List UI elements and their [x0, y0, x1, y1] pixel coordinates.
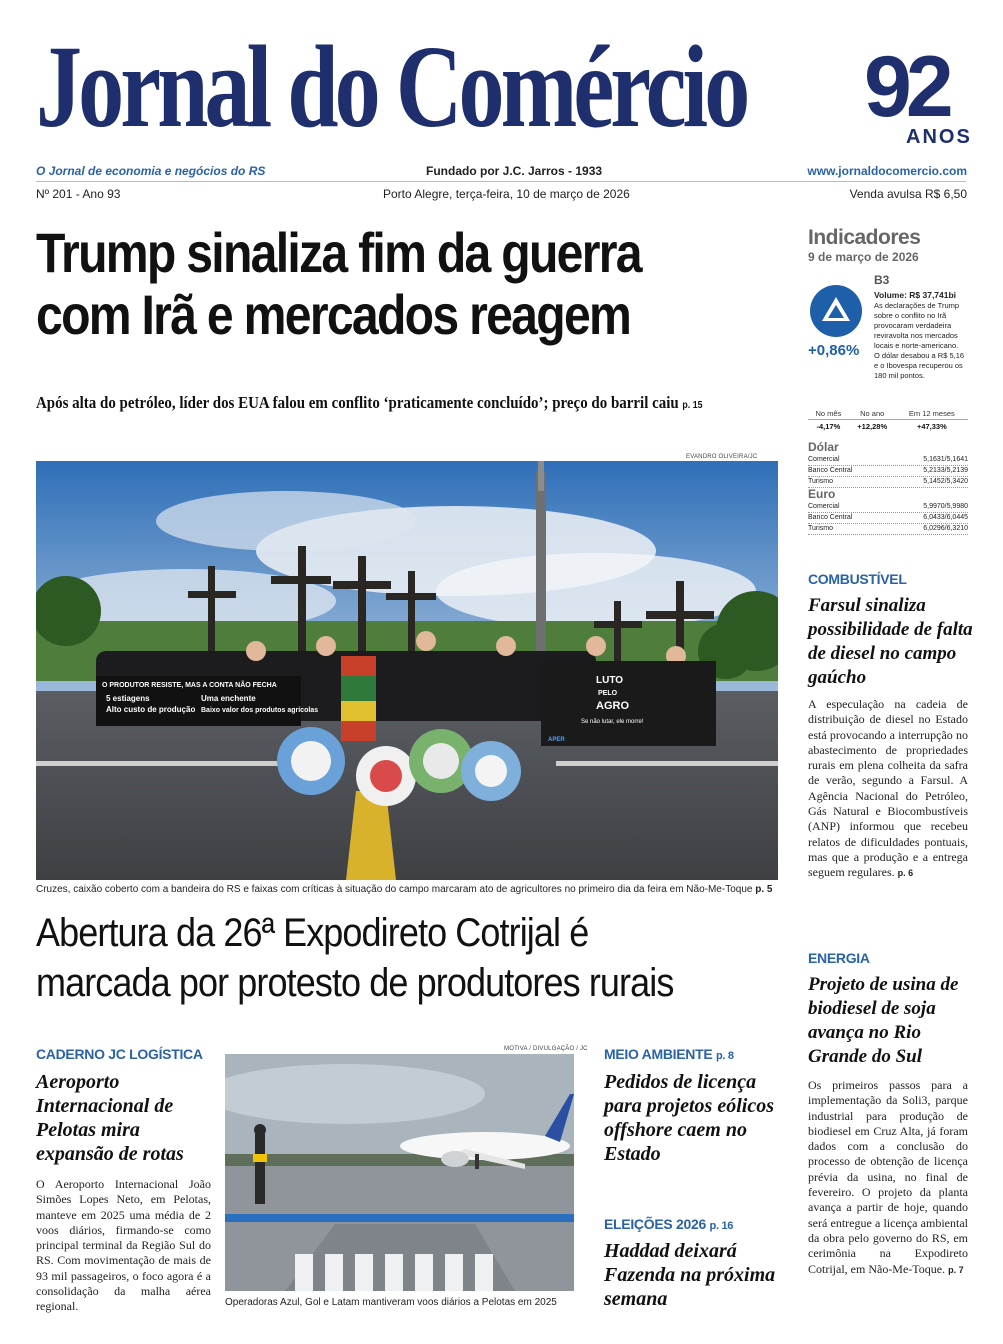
dolar-row-value: 5,2133/5,2139: [923, 467, 968, 474]
dolar-row-label: Banco Central: [808, 467, 853, 474]
banner-right-line2: PELO: [598, 690, 618, 697]
perf-value-year: +12,28%: [857, 422, 888, 431]
sidebar-body2-page: p. 7: [948, 1264, 964, 1275]
column1-body: O Aeroporto Internacional João Simões Lopes Neto, em Pelotas, manteve em 2025 uma média de 2 voos diários, firmando-se como principal terminal da Região Sul do RS. Com movimentação de mais de 93 mil passageiros, o foco agora é a consolidação da malha aérea regional.: [36, 1177, 211, 1314]
sidebar-headline1[interactable]: Farsul sinaliza possibilidade de falta de diesel no campo gaúcho: [808, 595, 973, 688]
column3-kicker1[interactable]: [604, 1046, 734, 1062]
euro-row-turismo: [808, 524, 968, 535]
perf-header-year: No ano: [849, 408, 896, 420]
dolar-rates: [808, 455, 968, 488]
banner-right-line1: LUTO: [596, 675, 624, 686]
euro-title: Euro: [808, 487, 836, 501]
banner-left-item2: Alto custo de produção: [106, 705, 196, 714]
perf-header-month: No mês: [808, 408, 849, 420]
perf-value-month: -4,17%: [816, 422, 841, 431]
perf-header-12m: Em 12 meses: [896, 408, 968, 420]
indicators-title: Indicadores: [808, 226, 921, 249]
column1-headline[interactable]: Aeroporto Internacional de Pelotas mira expansão de rotas: [36, 1071, 184, 1165]
sidebar-kicker1[interactable]: COMBUSTÍVEL: [808, 571, 907, 587]
b3-note: As declarações de Trump sobre o conflito no Irã provocaram verdadeira reviravolta nos mercados locais e norte-americano. O dólar desabou a R$ 5,16 e o Ibovespa recuperou os 180 mil pontos.: [874, 301, 965, 380]
euro-row-value: 6,0433/6,0445: [923, 514, 968, 521]
airport-photo-illustration: [225, 1054, 574, 1291]
main-photo-caption-text: Cruzes, caixão coberto com a bandeira do RS e faixas com críticas à situação do campo marcaram ato de agricultores no primeiro dia da feira em Não-Me-Toque: [36, 884, 753, 895]
sidebar-body2: [808, 1078, 968, 1278]
sidebar-headline2[interactable]: Projeto de usina de biodiesel de soja avança no Rio Grande do Sul: [808, 974, 959, 1067]
column3-kicker2[interactable]: [604, 1216, 733, 1232]
masthead: [36, 22, 976, 152]
lead-headline-line1: Trump sinaliza fim da guerra: [36, 221, 641, 284]
dolar-row-label: Turismo: [808, 478, 834, 485]
protest-photo-illustration: [36, 461, 778, 880]
founded-line: Fundado por J.C. Jarros - 1933: [426, 164, 603, 178]
second-headline[interactable]: [36, 908, 720, 1008]
main-photo-credit: EVANDRO OLIVEIRA/JC: [686, 454, 758, 460]
euro-row-value: 5,9970/5,9980: [923, 503, 968, 510]
column3-kicker1-text: MEIO AMBIENTE: [604, 1046, 713, 1062]
edition-number: Nº 201 - Ano 93: [36, 187, 121, 201]
b3-label: B3: [874, 273, 890, 287]
banner-left-item4: Baixo valor dos produtos agrícolas: [201, 707, 319, 714]
dolar-row-label: Comercial: [808, 456, 840, 463]
column3-headline1[interactable]: Pedidos de licença para projetos eólicos offshore caem no Estado: [604, 1071, 774, 1165]
masthead-divider: [36, 181, 966, 182]
main-photo[interactable]: [36, 461, 778, 880]
sidebar-body2-text: Os primeiros passos para a implementação da Soli3, parque industrial para produção de biodiesel em Cruz Alta, já foram dados com a conclusão do processo de obtenção de licença prévia da usina, no final de fevereiro. O projeto da planta avança a partir de hoje, quando será entregue a licença ambiental da obra pelo governo do RS, em cerimônia na Expodireto Cotrijal, em Não-Me-Toque.: [808, 1078, 968, 1276]
euro-row-label: Comercial: [808, 503, 840, 510]
euro-rates: [808, 502, 968, 535]
column3-kicker1-page: p. 8: [715, 1050, 734, 1062]
lead-headline-line2: com Irã e mercados reagem: [36, 283, 631, 346]
website-link[interactable]: www.jornaldocomercio.com: [807, 164, 967, 178]
banner-right-org: APER: [548, 737, 565, 743]
up-arrow-icon: [810, 285, 862, 337]
sidebar-body1: [808, 697, 968, 882]
lead-page-ref: p. 15: [682, 400, 703, 411]
b3-change: +0,86%: [808, 342, 860, 359]
perf-value-12m: +47,33%: [916, 422, 947, 431]
lead-subhead-text: Após alta do petróleo, líder dos EUA falou em conflito ‘praticamente concluído’; preço do barril caiu: [36, 393, 679, 412]
euro-row-comercial: [808, 502, 968, 513]
anniversary-word: ANOS: [906, 126, 972, 148]
b3-volume: Volume: R$ 37,741bi: [874, 290, 957, 300]
sidebar-kicker2[interactable]: ENERGIA: [808, 950, 870, 966]
dolar-row-banco-central: [808, 466, 968, 477]
b3-performance-table: [808, 408, 968, 433]
price: Venda avulsa R$ 6,50: [849, 187, 967, 201]
tagline: O Jornal de economia e negócios do RS: [36, 164, 266, 178]
airport-photo[interactable]: [225, 1054, 574, 1291]
indicators-date: 9 de março de 2026: [808, 250, 919, 264]
main-photo-caption-page: p. 5: [755, 884, 773, 895]
dateline: Porto Alegre, terça-feira, 10 de março de 2026: [383, 187, 630, 201]
sidebar-body1-text: A especulação na cadeia de distribuição de diesel no Estado está provocando a interrupção no abastecimento de propriedades rurais em plena colheita da safra de verão, segundo a Farsul. A Agência Nacional do Petróleo, Gás Natural e Biocombustíveis (ANP) informou que recebeu relatos de dificuldades pontuais, mas que a produção e a entrega seguem regulares.: [808, 697, 968, 880]
photo2-credit: MOTIVA / DIVULGAÇÃO / JC: [504, 1046, 588, 1052]
column3-kicker2-text: ELEIÇÕES 2026: [604, 1216, 706, 1232]
dolar-row-comercial: [808, 455, 968, 466]
lead-subhead[interactable]: [36, 393, 810, 413]
column1-kicker[interactable]: CADERNO JC LOGÍSTICA: [36, 1046, 203, 1062]
euro-row-banco-central: [808, 513, 968, 524]
banner-right-line3: AGRO: [596, 700, 629, 712]
banner-left-item3: Uma enchente: [201, 694, 256, 703]
banner-left-item1: 5 estiagens: [106, 694, 150, 703]
euro-row-label: Banco Central: [808, 514, 853, 521]
column3-headline2[interactable]: Haddad deixará Fazenda na próxima semana: [604, 1240, 776, 1310]
second-headline-line2: marcada por protesto de produtores rurais: [36, 961, 674, 1005]
photo2-caption: Operadoras Azul, Gol e Latam mantiveram voos diários a Pelotas em 2025: [225, 1297, 557, 1308]
sidebar-body1-page: p. 6: [897, 868, 914, 879]
column3-kicker2-page: p. 16: [709, 1220, 734, 1232]
second-headline-line1: Abertura da 26ª Expodireto Cotrijal é: [36, 911, 589, 955]
euro-row-value: 6,0296/6,3210: [923, 525, 968, 532]
euro-row-label: Turismo: [808, 525, 834, 532]
newspaper-title[interactable]: Jornal do Comércio: [36, 21, 747, 152]
lead-headline[interactable]: [36, 222, 690, 346]
dolar-row-value: 5,1631/5,1641: [923, 456, 968, 463]
dolar-row-value: 5,1452/5,3420: [923, 478, 968, 485]
main-photo-caption: [36, 884, 796, 895]
banner-right-line4: Se não lutar, ele morre!: [581, 719, 644, 725]
banner-left-title: O PRODUTOR RESISTE, MAS A CONTA NÃO FECHA: [102, 682, 277, 689]
anniversary-number: 92: [864, 39, 948, 135]
dolar-title: Dólar: [808, 440, 839, 454]
